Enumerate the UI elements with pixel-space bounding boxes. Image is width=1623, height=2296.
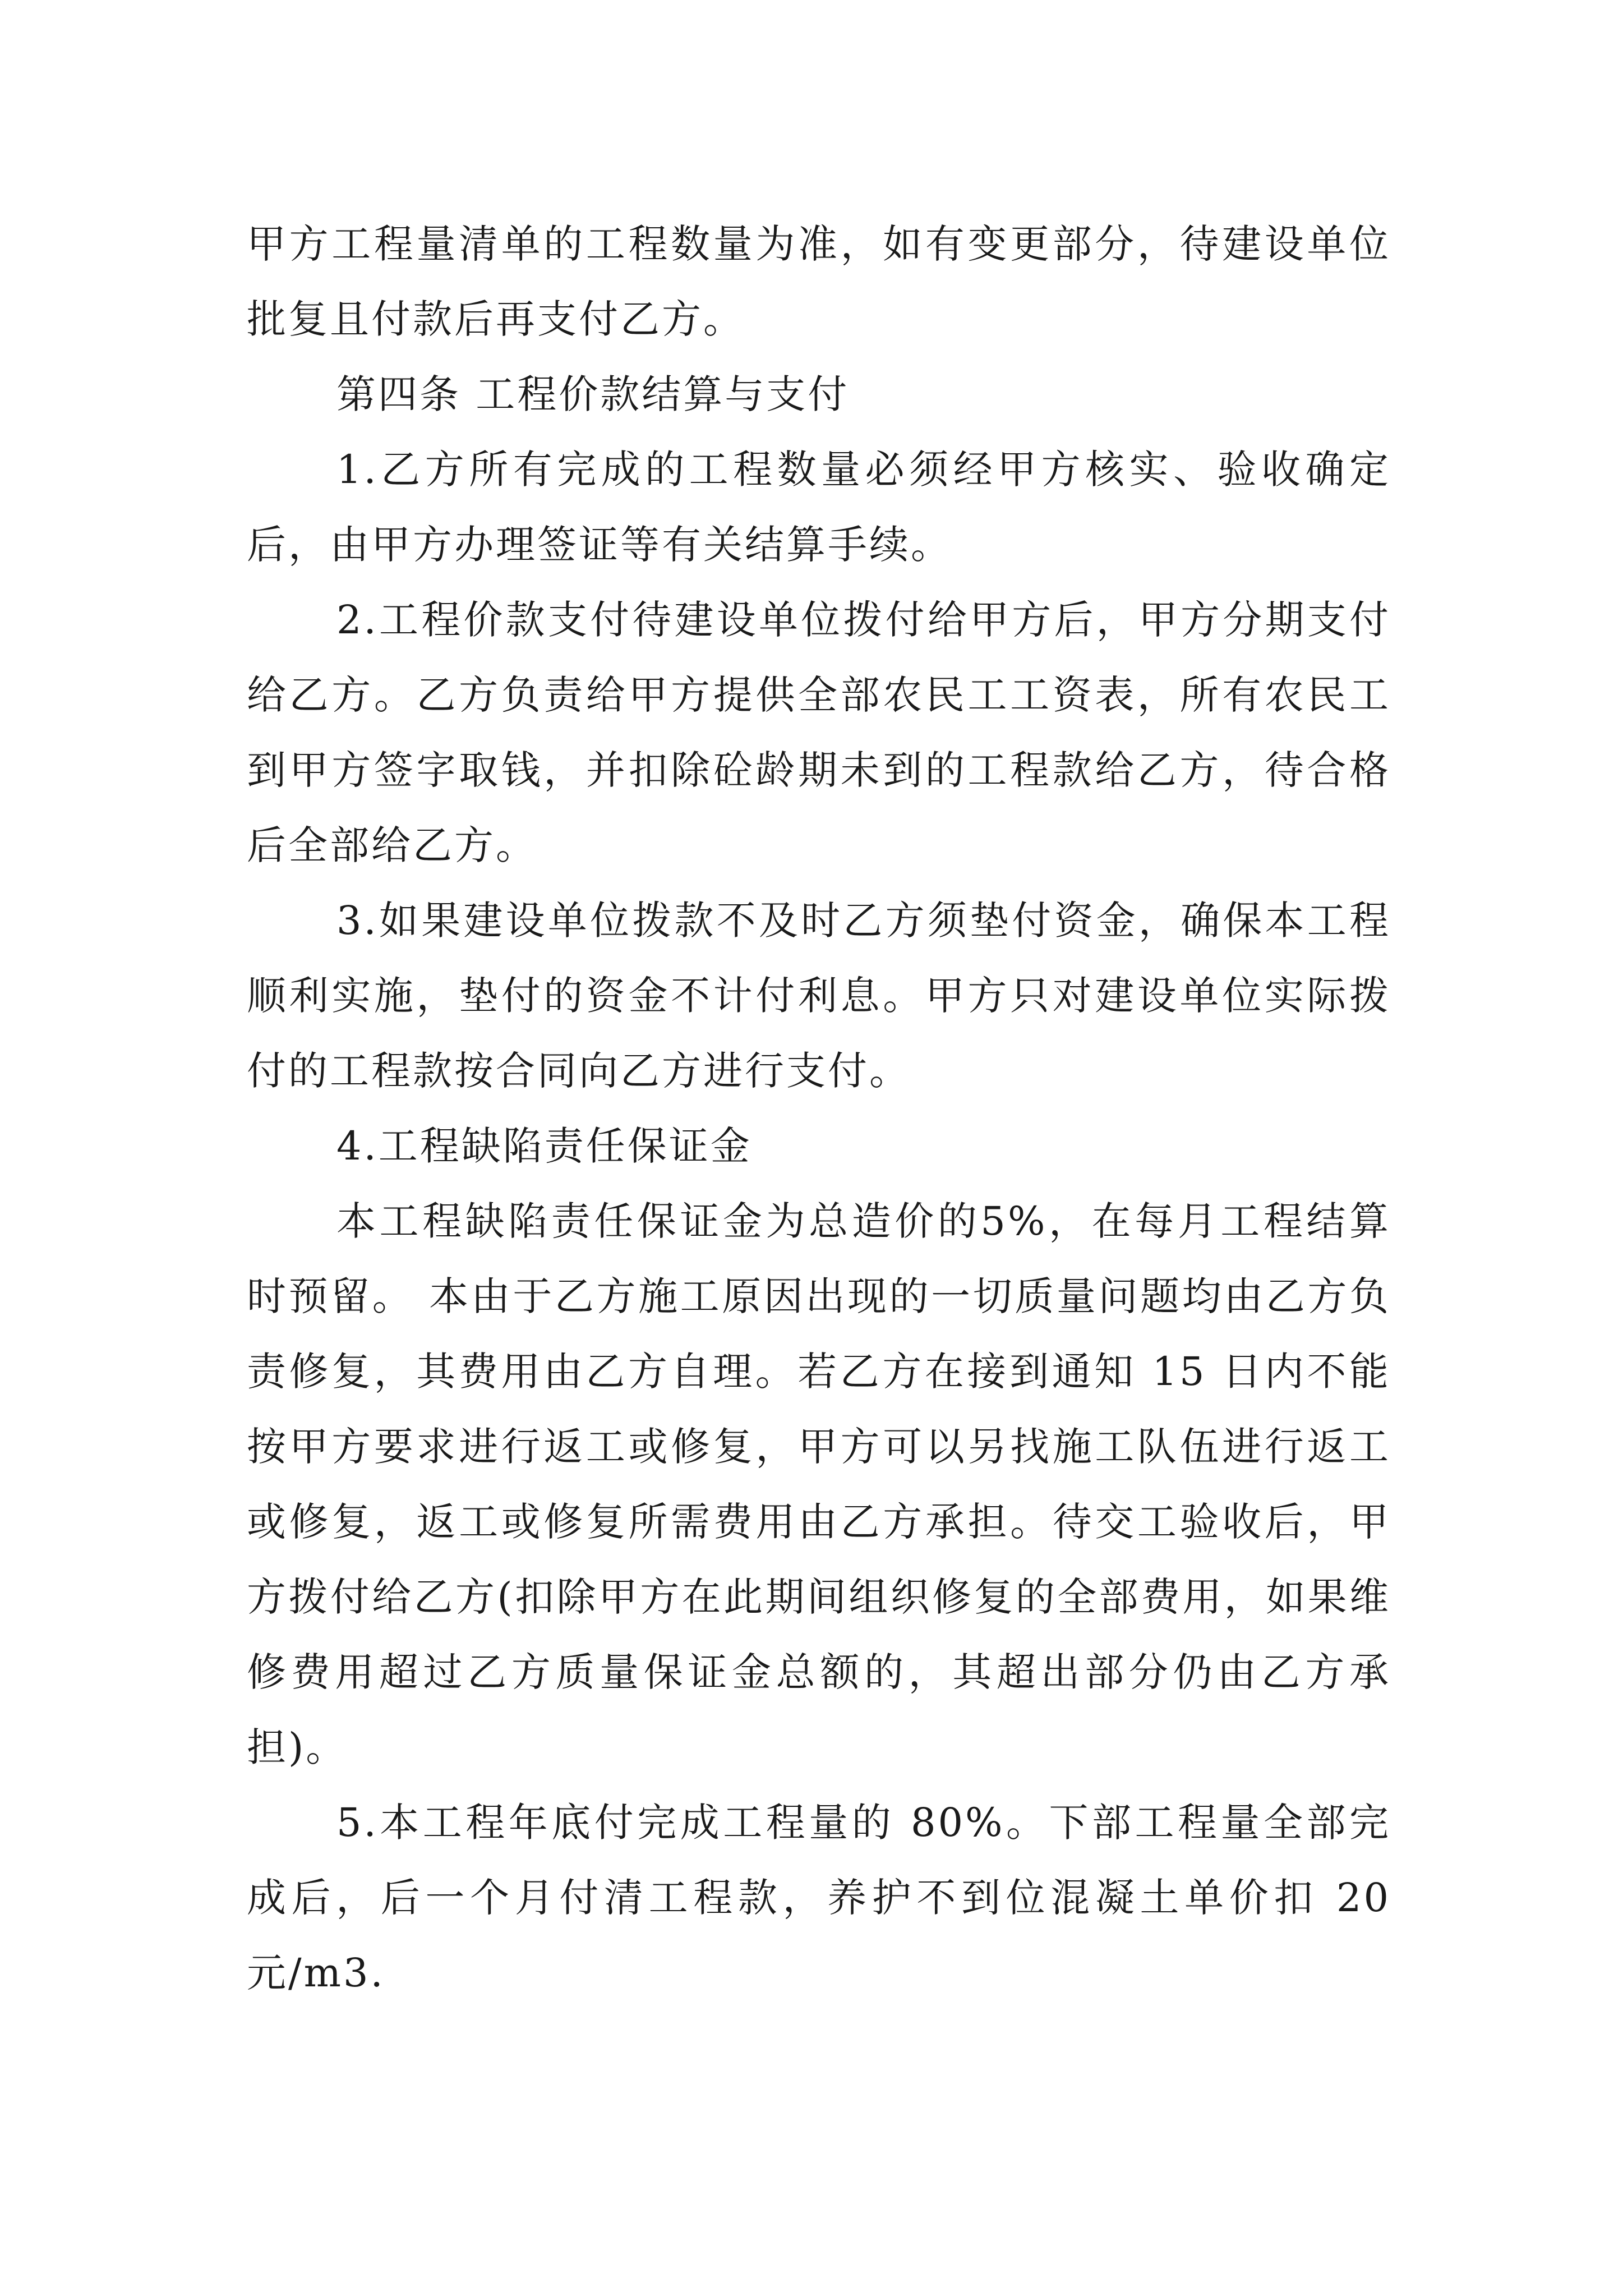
clause-3: 3.如果建设单位拨款不及时乙方须垫付资金，确保本工程顺利实施，垫付的资金不计付利息。甲方只对建设单位实际拨付的工程款按合同向乙方进行支付。: [247, 898, 1391, 1094]
document-body: [247, 206, 1391, 2010]
clause-1: 1.乙方所有完成的工程数量必须经甲方核实、验收确定后，由甲方办理签证等有关结算手续。: [247, 447, 1391, 568]
clause-4-heading: 4.工程缺陷责任保证金: [336, 1123, 752, 1169]
paragraph-continuation: 甲方工程量清单的工程数量为准，如有变更部分，待建设单位批复且付款后再支付乙方。: [247, 221, 1391, 342]
clause-4-body: 本工程缺陷责任保证金为总造价的5%，在每月工程结算时预留。 本由于乙方施工原因出现的一切质量问题均由乙方负责修复，其费用由乙方自理。若乙方在接到通知 15 日内不能按甲方要求进行返工或修复，甲方可以另找施工队伍进行返工或修复，返工或修复所需费用由乙方承担。待交工验收后，甲方拨付给乙方(扣除甲方在此期间组织修复的全部费用，如果维修费用超过乙方质量保证金总额的，其超出部分仍由乙方承担)。: [247, 1198, 1391, 1770]
clause-2: 2.工程价款支付待建设单位拨付给甲方后，甲方分期支付给乙方。乙方负责给甲方提供全部农民工工资表，所有农民工到甲方签字取钱，并扣除砼龄期未到的工程款给乙方，待合格后全部给乙方。: [247, 597, 1391, 868]
clause-5: 5.本工程年底付完成工程量的 80%。下部工程量全部完成后，后一个月付清工程款，养护不到位混凝土单价扣 20 元/m3.: [247, 1800, 1391, 1996]
article-heading: 第四条 工程价款结算与支付: [336, 371, 850, 417]
